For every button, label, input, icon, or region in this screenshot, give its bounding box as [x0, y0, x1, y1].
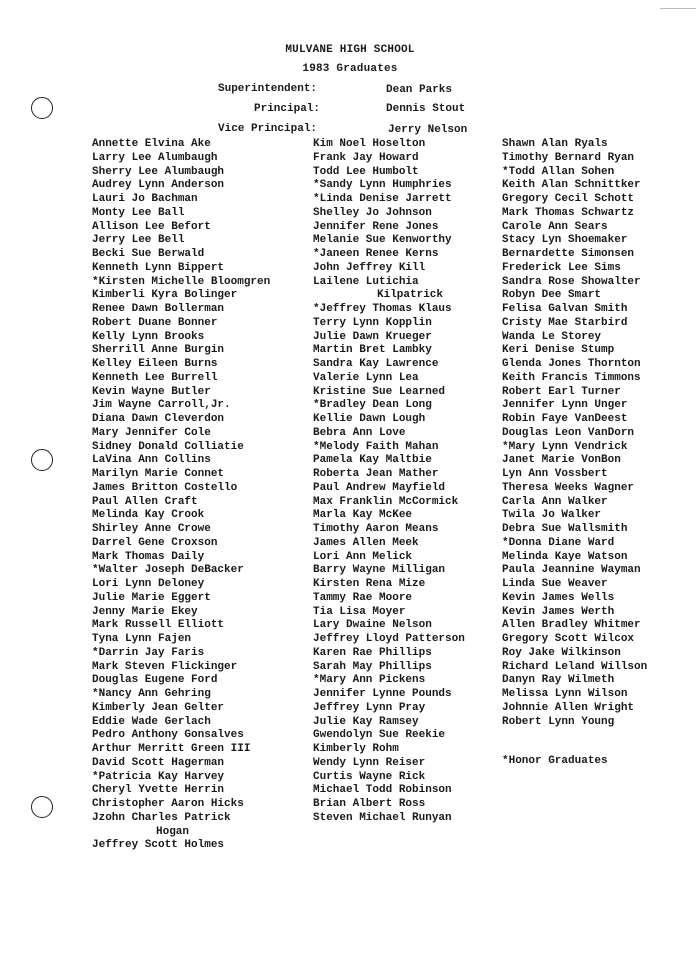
graduate-name: Johnnie Allen Wright	[502, 701, 635, 714]
graduate-name: Brian Albert Ross	[313, 798, 426, 810]
graduate-name: Annette Elvina Ake	[92, 138, 211, 150]
graduate-name: Glenda Jones Thornton	[502, 358, 641, 370]
graduate-name: Sherrill Anne Burgin	[92, 344, 225, 357]
graduate-name: Sandra Rose Showalter	[502, 275, 641, 288]
graduate-name: Melinda Kaye Watson	[502, 550, 628, 563]
graduate-name: Theresa Weeks Wagner	[502, 481, 635, 494]
graduate-name: Becki Sue Berwald	[92, 248, 205, 260]
graduate-name: Douglas Leon VanDorn	[502, 426, 635, 439]
graduate-name: Gwendolyn Sue Reekie	[313, 729, 446, 742]
graduate-name: Melinda Kay Crook	[92, 509, 205, 522]
graduate-name: Bernardette Simonsen	[502, 248, 635, 260]
graduate-name: Cheryl Yvette Herrin	[92, 784, 225, 797]
graduate-name: Wanda Le Storey	[502, 330, 602, 343]
graduate-name: Kirsten Rena Mize	[313, 578, 426, 590]
graduate-name: Douglas Eugene Ford	[92, 674, 218, 687]
graduate-name: Kenneth Lynn Bippert	[92, 261, 225, 274]
principal-label: Principal:	[254, 103, 321, 115]
graduate-name: Cristy Mae Starbird	[502, 316, 628, 329]
graduate-name: Shawn Alan Ryals	[502, 138, 608, 150]
graduate-name: Kevin James Werth	[502, 605, 615, 618]
graduate-name: Jennifer Rene Jones	[313, 220, 439, 233]
graduate-name: David Scott Hagerman	[92, 756, 225, 769]
graduate-name: Jenny Marie Ekey	[92, 605, 198, 618]
punch-hole-top	[31, 97, 53, 119]
graduate-name: Kim Noel Hoselton	[313, 138, 426, 150]
graduate-name: *Kirsten Michelle Bloomgren	[92, 275, 271, 288]
graduate-name: *Jeffrey Thomas Klaus	[313, 303, 452, 315]
graduate-name: Frank Jay Howard	[313, 151, 419, 164]
graduate-name: Mark Thomas Schwartz	[502, 206, 635, 219]
graduate-name: Timothy Bernard Ryan	[502, 151, 635, 164]
graduate-name: *Darrin Jay Faris	[92, 646, 205, 659]
graduate-name: Jeffrey Lloyd Patterson	[313, 633, 465, 645]
graduate-name: Todd Lee Humbolt	[313, 165, 419, 178]
graduate-name: Diana Dawn Cleverdon	[92, 413, 225, 425]
graduate-name: Tyna Lynn Fajen	[92, 633, 192, 645]
graduate-name: Felisa Galvan Smith	[502, 303, 628, 315]
graduate-name: Tia Lisa Moyer	[313, 605, 406, 618]
graduate-name: Max Franklin McCormick	[313, 495, 459, 508]
graduate-name: Kevin Wayne Butler	[92, 385, 211, 398]
graduate-name: Carla Ann Walker	[502, 495, 608, 508]
graduate-name: Twila Jo Walker	[502, 509, 602, 522]
graduate-name: Pamela Kay Maltbie	[313, 454, 432, 467]
graduate-name: Valerie Lynn Lea	[313, 371, 419, 384]
graduate-name: Barry Wayne Milligan	[313, 564, 446, 577]
graduate-name: Robert Earl Turner	[502, 385, 621, 398]
graduate-name: Audrey Lynn Anderson	[92, 179, 225, 192]
graduate-name: Jennifer Lynne Pounds	[313, 688, 452, 700]
graduate-name: Jennifer Lynn Unger	[502, 399, 628, 412]
graduate-name: Lary Dwaine Nelson	[313, 619, 432, 632]
graduate-name: Kelley Eileen Burns	[92, 358, 218, 370]
graduate-name: Shelley Jo Johnson	[313, 206, 432, 219]
graduate-name: Jzohn Charles Patrick	[92, 811, 231, 824]
graduate-name: Robert Lynn Young	[502, 715, 615, 728]
graduate-name: *Mary Lynn Vendrick	[502, 440, 628, 453]
superintendent-name: Dean Parks	[386, 84, 453, 96]
graduate-name: Curtis Wayne Rick	[313, 770, 426, 783]
scan-artifact-line	[660, 8, 696, 9]
graduate-name: Sandra Kay Lawrence	[313, 358, 439, 370]
principal-name: Dennis Stout	[386, 103, 466, 115]
graduate-name: Mary Jennifer Cole	[92, 426, 211, 439]
graduate-name: Kimberly Jean Gelter	[92, 701, 225, 714]
graduate-name: Gregory Cecil Schott	[502, 193, 635, 205]
graduate-name: Frederick Lee Sims	[502, 261, 621, 274]
graduate-name: Kelly Lynn Brooks	[92, 330, 205, 343]
graduate-name: Terry Lynn Kopplin	[313, 316, 432, 329]
graduate-name: Linda Sue Weaver	[502, 578, 608, 590]
graduate-name: Lauri Jo Bachman	[92, 193, 198, 205]
graduate-name: Wendy Lynn Reiser	[313, 756, 426, 769]
graduate-name: James Britton Costello	[92, 481, 238, 494]
graduate-name: Shirley Anne Crowe	[92, 523, 211, 535]
graduate-name: Kimberly Rohm	[313, 743, 399, 755]
graduate-name: Danyn Ray Wilmeth	[502, 674, 615, 687]
graduate-name: Paul Allen Craft	[92, 495, 198, 508]
class-title: 1983 Graduates	[302, 63, 398, 75]
graduate-name: Melanie Sue Kenworthy	[313, 234, 452, 247]
graduate-name: *Bradley Dean Long	[313, 399, 432, 412]
graduate-name: Melissa Lynn Wilson	[502, 688, 628, 700]
graduate-name: Jim Wayne Carroll,Jr.	[92, 399, 231, 412]
graduate-name: *Mary Ann Pickens	[313, 674, 426, 687]
graduate-name: Pedro Anthony Gonsalves	[92, 729, 244, 742]
graduate-name: *Todd Allan Sohen	[502, 165, 615, 178]
graduate-name: Roy Jake Wilkinson	[502, 646, 621, 659]
graduate-name: *Sandy Lynn Humphries	[313, 179, 452, 192]
graduate-name: Keith Francis Timmons	[502, 371, 641, 384]
graduate-name: Christopher Aaron Hicks	[92, 798, 244, 810]
graduate-name: *Melody Faith Mahan	[313, 440, 439, 453]
graduate-name: *Walter Joseph DeBacker	[92, 564, 244, 577]
graduate-name: Richard Leland Willson	[502, 660, 648, 673]
graduate-name: *Janeen Renee Kerns	[313, 248, 439, 260]
vice-principal-name: Jerry Nelson	[388, 124, 468, 136]
graduate-name: Marilyn Marie Connet	[92, 468, 225, 480]
superintendent-label: Superintendent:	[218, 83, 318, 95]
graduate-name: Keri Denise Stump	[502, 344, 615, 357]
graduate-name: Stacy Lyn Shoemaker	[502, 234, 628, 247]
graduate-name: Jerry Lee Bell	[92, 234, 185, 247]
graduate-name: Janet Marie VonBon	[502, 454, 621, 467]
graduate-name: Timothy Aaron Means	[313, 523, 439, 535]
graduate-name: Carole Ann Sears	[502, 220, 608, 233]
honor-graduates-note: *Honor Graduates	[502, 755, 608, 767]
graduate-name: Tammy Rae Moore	[313, 591, 413, 604]
graduate-name: Kimberli Kyra Bolinger	[92, 289, 238, 302]
punch-hole-bottom	[31, 796, 53, 818]
graduate-name: Sarah May Phillips	[313, 660, 432, 673]
graduate-name: Debra Sue Wallsmith	[502, 523, 628, 535]
graduate-name: Paul Andrew Mayfield	[313, 481, 446, 494]
vice-principal-label: Vice Principal:	[218, 123, 318, 135]
graduate-name: Keith Alan Schnittker	[502, 179, 641, 192]
graduate-name: Steven Michael Runyan	[313, 811, 452, 824]
graduate-name: Bebra Ann Love	[313, 426, 406, 439]
graduate-name: Sidney Donald Colliatie	[92, 440, 244, 453]
graduate-name: Julie Marie Eggert	[92, 591, 211, 604]
graduate-name: Larry Lee Alumbaugh	[92, 151, 218, 164]
graduate-name: Gregory Scott Wilcox	[502, 633, 635, 645]
graduate-name: Renee Dawn Bollerman	[92, 303, 225, 315]
graduate-name: Robyn Dee Smart	[502, 289, 602, 302]
graduate-name: Sherry Lee Alumbaugh	[92, 165, 225, 178]
graduate-name: Roberta Jean Mather	[313, 468, 439, 480]
graduate-name: Mark Russell Elliott	[92, 619, 225, 632]
graduate-name: Mark Thomas Daily	[92, 550, 205, 563]
graduate-name: Lailene Lutichia	[313, 275, 419, 288]
graduate-name: Hogan	[156, 825, 190, 838]
graduate-name: Arthur Merritt Green III	[92, 743, 251, 755]
punch-hole-middle	[31, 449, 53, 471]
graduate-name: Marla Kay McKee	[313, 509, 413, 522]
graduate-name: Michael Todd Robinson	[313, 784, 452, 797]
graduate-name: Paula Jeannine Wayman	[502, 564, 641, 577]
graduate-name: Allen Bradley Whitmer	[502, 619, 641, 632]
graduate-name: Lori Ann Melick	[313, 550, 413, 563]
graduate-name: LaVina Ann Collins	[92, 454, 211, 467]
graduate-name: Kristine Sue Learned	[313, 385, 446, 398]
graduate-name: *Nancy Ann Gehring	[92, 688, 211, 700]
graduate-name: John Jeffrey Kill	[313, 261, 426, 274]
graduate-name: Robert Duane Bonner	[92, 316, 218, 329]
graduate-name: *Donna Diane Ward	[502, 536, 615, 549]
school-name: MULVANE HIGH SCHOOL	[285, 44, 415, 56]
graduate-name: Allison Lee Befort	[92, 220, 211, 233]
graduates-column-3	[502, 138, 647, 729]
graduate-name: Lyn Ann Vossbert	[502, 468, 608, 480]
graduate-name: Darrel Gene Croxson	[92, 536, 218, 549]
graduate-name: Kenneth Lee Burrell	[92, 371, 218, 384]
graduate-name: Kilpatrick	[377, 289, 444, 302]
graduate-name: *Patricia Kay Harvey	[92, 770, 225, 783]
graduate-name: Martin Bret Lambky	[313, 344, 432, 357]
graduates-column-1	[92, 138, 270, 853]
graduate-name: *Linda Denise Jarrett	[313, 193, 452, 205]
graduates-column-2	[313, 138, 465, 826]
graduate-name: Mark Steven Flickinger	[92, 660, 238, 673]
graduate-name: Kevin James Wells	[502, 591, 615, 604]
graduate-name: Monty Lee Ball	[92, 206, 185, 219]
graduate-name: Kellie Dawn Lough	[313, 413, 426, 425]
graduate-name: Julie Dawn Krueger	[313, 330, 432, 343]
graduate-name: James Allen Meek	[313, 536, 419, 549]
graduate-name: Lori Lynn Deloney	[92, 578, 205, 590]
graduate-name: Robin Faye VanDeest	[502, 413, 628, 425]
graduate-name: Julie Kay Ramsey	[313, 715, 419, 728]
graduate-name: Eddie Wade Gerlach	[92, 715, 211, 728]
graduate-name: Karen Rae Phillips	[313, 646, 432, 659]
graduate-name: Jeffrey Lynn Pray	[313, 701, 426, 714]
graduate-name: Jeffrey Scott Holmes	[92, 839, 225, 852]
